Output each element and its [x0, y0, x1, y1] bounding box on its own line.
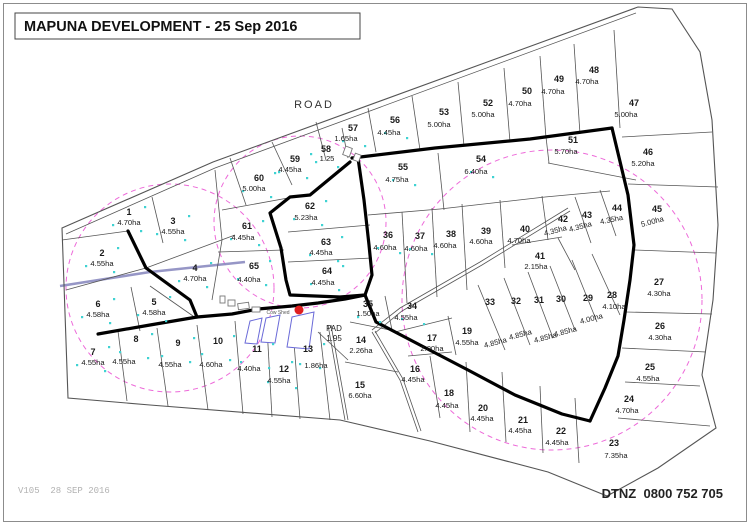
parcel-boundary-line	[212, 240, 222, 300]
sprinkler-dot	[321, 224, 323, 226]
sprinkler-dot	[112, 224, 114, 226]
lot-7-number: 7	[90, 347, 96, 357]
lot-29-area: 4.00ha	[578, 311, 604, 326]
lot-48-area: 4.70ha	[575, 77, 599, 86]
sprinkler-dot	[161, 355, 163, 357]
sprinkler-dot	[240, 361, 242, 363]
lot-24-number: 24	[623, 394, 635, 404]
sprinkler-dot	[81, 316, 83, 318]
lot-5-area: 4.58ha	[142, 308, 166, 317]
lot-65-number: 65	[248, 261, 260, 271]
lot-15-area: 6.60ha	[348, 391, 372, 400]
lot-31-area: 4.85ha	[532, 330, 558, 345]
lot-62-number: 62	[304, 201, 316, 211]
lot-28-area: 4.10ha	[602, 302, 626, 311]
lot-30-number: 30	[555, 294, 567, 304]
parcel-boundary-line	[288, 225, 370, 232]
lot-9-area: 4.55ha	[158, 360, 182, 369]
sprinkler-dot	[193, 337, 195, 339]
sprinkler-dot	[315, 161, 317, 163]
lot-59-number: 59	[289, 154, 301, 164]
sprinkler-dot	[291, 361, 293, 363]
lot-36-area: 4.60ha	[373, 243, 397, 252]
lot-64-area: 4.45ha	[311, 278, 335, 287]
lot-13-number: 13	[302, 344, 314, 354]
pad-area-label: 1.95	[326, 334, 342, 343]
lot-13-area: 1.86ha	[304, 361, 328, 370]
lot-25-number: 25	[644, 362, 656, 372]
sprinkler-dot	[201, 353, 203, 355]
sprinkler-dot	[210, 262, 212, 264]
lot-23-number: 23	[608, 438, 620, 448]
lot-7-area: 4.55ha	[81, 358, 105, 367]
lot-39-number: 39	[480, 226, 492, 236]
lot-61-number: 61	[241, 221, 253, 231]
sprinkler-dot	[431, 253, 433, 255]
sprinkler-dot	[423, 323, 425, 325]
lot-58-area: 1.25	[319, 154, 335, 163]
lot-16-number: 16	[409, 364, 421, 374]
footer-phone: DTNZ 0800 752 705	[601, 486, 723, 501]
lot-5-number: 5	[151, 297, 157, 307]
lot-19-area: 4.55ha	[455, 338, 479, 347]
parcel-boundary-line	[634, 250, 716, 253]
lot-46-number: 46	[642, 147, 654, 157]
parcel-boundary-line	[215, 170, 222, 240]
lot-32-area: 4.85ha	[507, 327, 533, 342]
sprinkler-dot	[268, 367, 270, 369]
lot-2-number: 2	[99, 248, 105, 258]
lot-50-number: 50	[521, 86, 533, 96]
lot-12-number: 12	[278, 364, 290, 374]
lot-35-area: 1.50ha	[356, 309, 380, 318]
lot-49-number: 49	[553, 74, 565, 84]
sprinkler-dot	[492, 176, 494, 178]
lot-54-number: 54	[475, 154, 487, 164]
lot-14-number: 14	[355, 335, 367, 345]
sprinkler-dot	[406, 137, 408, 139]
lot-27-area: 4.30ha	[647, 289, 671, 298]
parcel-boundary-line	[218, 250, 284, 252]
lot-57-number: 57	[347, 123, 359, 133]
lot-38-area: 4.60ha	[433, 241, 457, 250]
lot-55-number: 55	[397, 162, 409, 172]
parcel-boundary-line	[440, 197, 545, 209]
lot-41-number: 41	[534, 251, 546, 261]
effluent-pond-2	[261, 315, 280, 343]
lot-44-area: 4.35ha	[599, 212, 624, 227]
lot-47-number: 47	[628, 98, 640, 108]
parcel-boundary-line	[118, 331, 127, 401]
sprinkler-dot	[274, 172, 276, 174]
lot-53-number: 53	[438, 107, 450, 117]
sprinkler-dot	[325, 200, 327, 202]
parcel-boundary-line	[618, 418, 710, 426]
parcel-boundary-line	[288, 258, 372, 262]
farm-building-1	[228, 300, 235, 306]
sprinkler-dot	[364, 145, 366, 147]
main-boundary-line	[98, 317, 197, 334]
lot-34-area: 4.55ha	[394, 313, 418, 322]
lot-1-number: 1	[126, 207, 132, 217]
parcel-boundary-line	[152, 197, 163, 243]
lot-56-number: 56	[389, 115, 401, 125]
lot-6-number: 6	[95, 299, 101, 309]
sprinkler-dot	[269, 260, 271, 262]
lot-3-number: 3	[170, 216, 176, 226]
sprinkler-dot	[109, 322, 111, 324]
lot-18-area: 4.45ha	[435, 401, 459, 410]
sprinkler-dot	[104, 370, 106, 372]
parcel-boundary-line	[628, 184, 718, 187]
lot-15-number: 15	[354, 380, 366, 390]
lot-29-number: 29	[582, 293, 594, 303]
footer-version-date: V105 28 SEP 2016	[18, 486, 110, 496]
lot-16-area: 4.45ha	[401, 375, 425, 384]
farm-building-2	[238, 302, 250, 309]
parcel-boundary-line	[62, 231, 128, 240]
sprinkler-dot	[117, 247, 119, 249]
parcel-boundary-line	[368, 108, 376, 152]
sprinkler-dot	[414, 184, 416, 186]
lot-10-area: 4.60ha	[199, 360, 223, 369]
lot-62-area: 5.23ha	[294, 213, 318, 222]
lot-8-area: 4.55ha	[112, 357, 136, 366]
lot-58-number: 58	[320, 144, 332, 154]
lot-3-area: 4.55ha	[161, 227, 185, 236]
sprinkler-dot	[299, 363, 301, 365]
parcel-boundary-line	[540, 386, 543, 453]
lot-36-number: 36	[382, 230, 394, 240]
lot-4-area: 4.70ha	[183, 274, 207, 283]
lot-40-area: 4.70ha	[507, 236, 531, 245]
sprinkler-dot	[76, 364, 78, 366]
sprinkler-dot	[337, 166, 339, 168]
cow-shed-label: Cow Shed	[266, 310, 290, 316]
lot-25-area: 4.55ha	[636, 374, 660, 383]
main-boundary-line	[358, 158, 372, 295]
lot-22-number: 22	[555, 426, 567, 436]
lot-52-number: 52	[482, 98, 494, 108]
lot-52-area: 5.00ha	[471, 110, 495, 119]
lot-12-area: 4.55ha	[267, 376, 291, 385]
lot-33-area: 4.85ha	[482, 335, 508, 350]
lot-55-area: 4.75ha	[385, 175, 409, 184]
sprinkler-dot	[156, 233, 158, 235]
lot-37-area: 4.60ha	[404, 244, 428, 253]
parcel-boundary-line	[574, 44, 580, 134]
lot-63-area: 4.45ha	[309, 248, 333, 257]
lot-48-number: 48	[588, 65, 600, 75]
parcel-boundary-line	[626, 312, 712, 314]
lot-64-number: 64	[321, 266, 333, 276]
lot-53-area: 5.00ha	[427, 120, 451, 129]
sprinkler-dot	[108, 346, 110, 348]
lot-49-area: 4.70ha	[541, 87, 565, 96]
lot-51-number: 51	[567, 135, 579, 145]
lot-8-number: 8	[133, 334, 139, 344]
sprinkler-dot	[306, 177, 308, 179]
lot-41-area: 2.15ha	[524, 262, 548, 271]
lot-6-area: 4.58ha	[86, 310, 110, 319]
sprinkler-dot	[151, 333, 153, 335]
lot-35-number: 35	[362, 299, 374, 309]
lot-42-number: 42	[557, 214, 569, 224]
lot-65-area: 4.40ha	[237, 275, 261, 284]
farm-building-3	[252, 307, 260, 312]
sprinkler-dot	[113, 271, 115, 273]
lot-51-area: 5.70ha	[554, 147, 578, 156]
lot-26-number: 26	[654, 321, 666, 331]
lot-45-area: 5.00ha	[639, 214, 665, 229]
lot-14-area: 2.26ha	[349, 346, 373, 355]
lot-59-area: 4.45ha	[278, 165, 302, 174]
sprinkler-dot	[341, 236, 343, 238]
sprinkler-dot	[113, 298, 115, 300]
lot-labels-layer	[81, 65, 672, 460]
lot-43-number: 43	[581, 210, 593, 220]
parcel-boundary-line	[558, 238, 575, 270]
lot-22-area: 4.45ha	[545, 438, 569, 447]
parcel-boundary-line	[622, 132, 712, 137]
lot-9-number: 9	[175, 338, 181, 348]
sprinkler-dot	[258, 244, 260, 246]
lot-33-number: 33	[484, 297, 496, 307]
sprinkler-dot	[229, 359, 231, 361]
lot-54-area: 6.40ha	[464, 167, 488, 176]
lot-21-area: 4.45ha	[508, 426, 532, 435]
lot-17-area: 2.00ha	[420, 344, 444, 353]
lot-44-number: 44	[611, 203, 623, 213]
lot-23-area: 7.35ha	[604, 451, 628, 460]
lot-43-area: 4.35ha	[567, 219, 593, 234]
lot-39-area: 4.60ha	[469, 237, 493, 246]
lot-37-number: 37	[414, 231, 426, 241]
lot-46-area: 5.20ha	[631, 159, 655, 168]
parcel-boundary-line	[502, 372, 506, 442]
sprinkler-dot	[119, 351, 121, 353]
sprinkler-dot	[265, 284, 267, 286]
sprinkler-dot	[147, 357, 149, 359]
sprinkler-dot	[270, 196, 272, 198]
parcel-boundary-line	[500, 200, 505, 268]
lot-42-area: 4.35ha	[542, 223, 568, 238]
pad-label: PAD	[326, 324, 342, 333]
lot-50-area: 4.70ha	[508, 99, 532, 108]
parcel-boundary-line	[131, 287, 140, 331]
lot-26-area: 4.30ha	[648, 333, 672, 342]
lot-28-number: 28	[606, 290, 618, 300]
marker-layer	[295, 306, 304, 315]
sprinkler-dot	[338, 289, 340, 291]
road-label: ROAD	[294, 99, 334, 111]
parcel-boundary-line	[458, 82, 464, 146]
lot-30-area: 4.85ha	[552, 324, 578, 339]
lot-20-number: 20	[477, 403, 489, 413]
parcel-boundary-line	[600, 190, 616, 236]
lot-11-area: 4.40ha	[237, 364, 261, 373]
lot-38-number: 38	[445, 229, 457, 239]
lot-32-number: 32	[510, 296, 522, 306]
lot-60-number: 60	[253, 173, 265, 183]
parcel-boundary-line	[385, 296, 392, 330]
lot-4-number: 4	[192, 263, 198, 273]
sprinkler-dot	[85, 265, 87, 267]
lot-40-number: 40	[519, 224, 531, 234]
lot-57-area: 1.65ha	[334, 134, 358, 143]
lot-10-number: 10	[212, 336, 224, 346]
cow-shed-marker	[295, 306, 304, 315]
sprinkler-dot	[399, 252, 401, 254]
sprinkler-dot	[379, 321, 381, 323]
parcel-boundary-line	[575, 398, 579, 463]
parcel-boundary-line	[412, 96, 420, 150]
page-border	[4, 4, 747, 522]
sprinkler-dot	[310, 153, 312, 155]
sprinkler-dot	[262, 220, 264, 222]
sprinkler-dot	[184, 239, 186, 241]
sprinkler-dot	[137, 314, 139, 316]
sprinkler-dot	[169, 296, 171, 298]
lot-11-number: 11	[252, 344, 262, 354]
parcel-boundary-line	[540, 56, 546, 138]
lot-60-area: 5.00ha	[242, 184, 266, 193]
lot-18-number: 18	[443, 388, 455, 398]
parcel-boundary-line	[528, 272, 553, 338]
lot-56-area: 4.45ha	[377, 128, 401, 137]
parcel-boundary-line	[448, 316, 456, 355]
main-boundary-line	[590, 128, 634, 421]
lot-31-number: 31	[533, 295, 545, 305]
sprinkler-dot	[342, 265, 344, 267]
parcel-boundary-line	[432, 208, 437, 297]
sprinkler-dot	[206, 286, 208, 288]
lot-20-area: 4.45ha	[470, 414, 494, 423]
map-title: MAPUNA DEVELOPMENT - 25 Sep 2016	[24, 19, 298, 35]
sprinkler-dot	[272, 343, 274, 345]
parcel-boundary-line	[230, 158, 246, 205]
lot-17-number: 17	[426, 333, 438, 343]
sprinkler-dot	[233, 335, 235, 337]
sprinkler-dot	[165, 320, 167, 322]
lot-1-area: 4.70ha	[117, 218, 141, 227]
sprinkler-dot	[337, 260, 339, 262]
sprinkler-dot	[295, 387, 297, 389]
lot-19-number: 19	[461, 326, 473, 336]
sprinkler-dot	[188, 215, 190, 217]
parcel-boundary-line	[66, 268, 146, 290]
lot-2-area: 4.55ha	[90, 259, 114, 268]
lot-61-area: 4.45ha	[231, 233, 255, 242]
lot-45-number: 45	[651, 204, 663, 214]
sprinkler-dot	[144, 206, 146, 208]
parcel-boundary-line	[462, 204, 467, 290]
lot-24-area: 4.70ha	[615, 406, 639, 415]
farm-building-4	[220, 296, 225, 303]
lot-21-number: 21	[517, 415, 529, 425]
lot-34-number: 34	[406, 301, 418, 311]
sprinkler-dot	[178, 280, 180, 282]
sprinkler-dot	[189, 361, 191, 363]
lot-27-number: 27	[653, 277, 665, 287]
sprinkler-dot	[323, 343, 325, 345]
sprinkler-dot	[140, 230, 142, 232]
lot-47-area: 5.00ha	[614, 110, 638, 119]
lot-63-number: 63	[320, 237, 332, 247]
